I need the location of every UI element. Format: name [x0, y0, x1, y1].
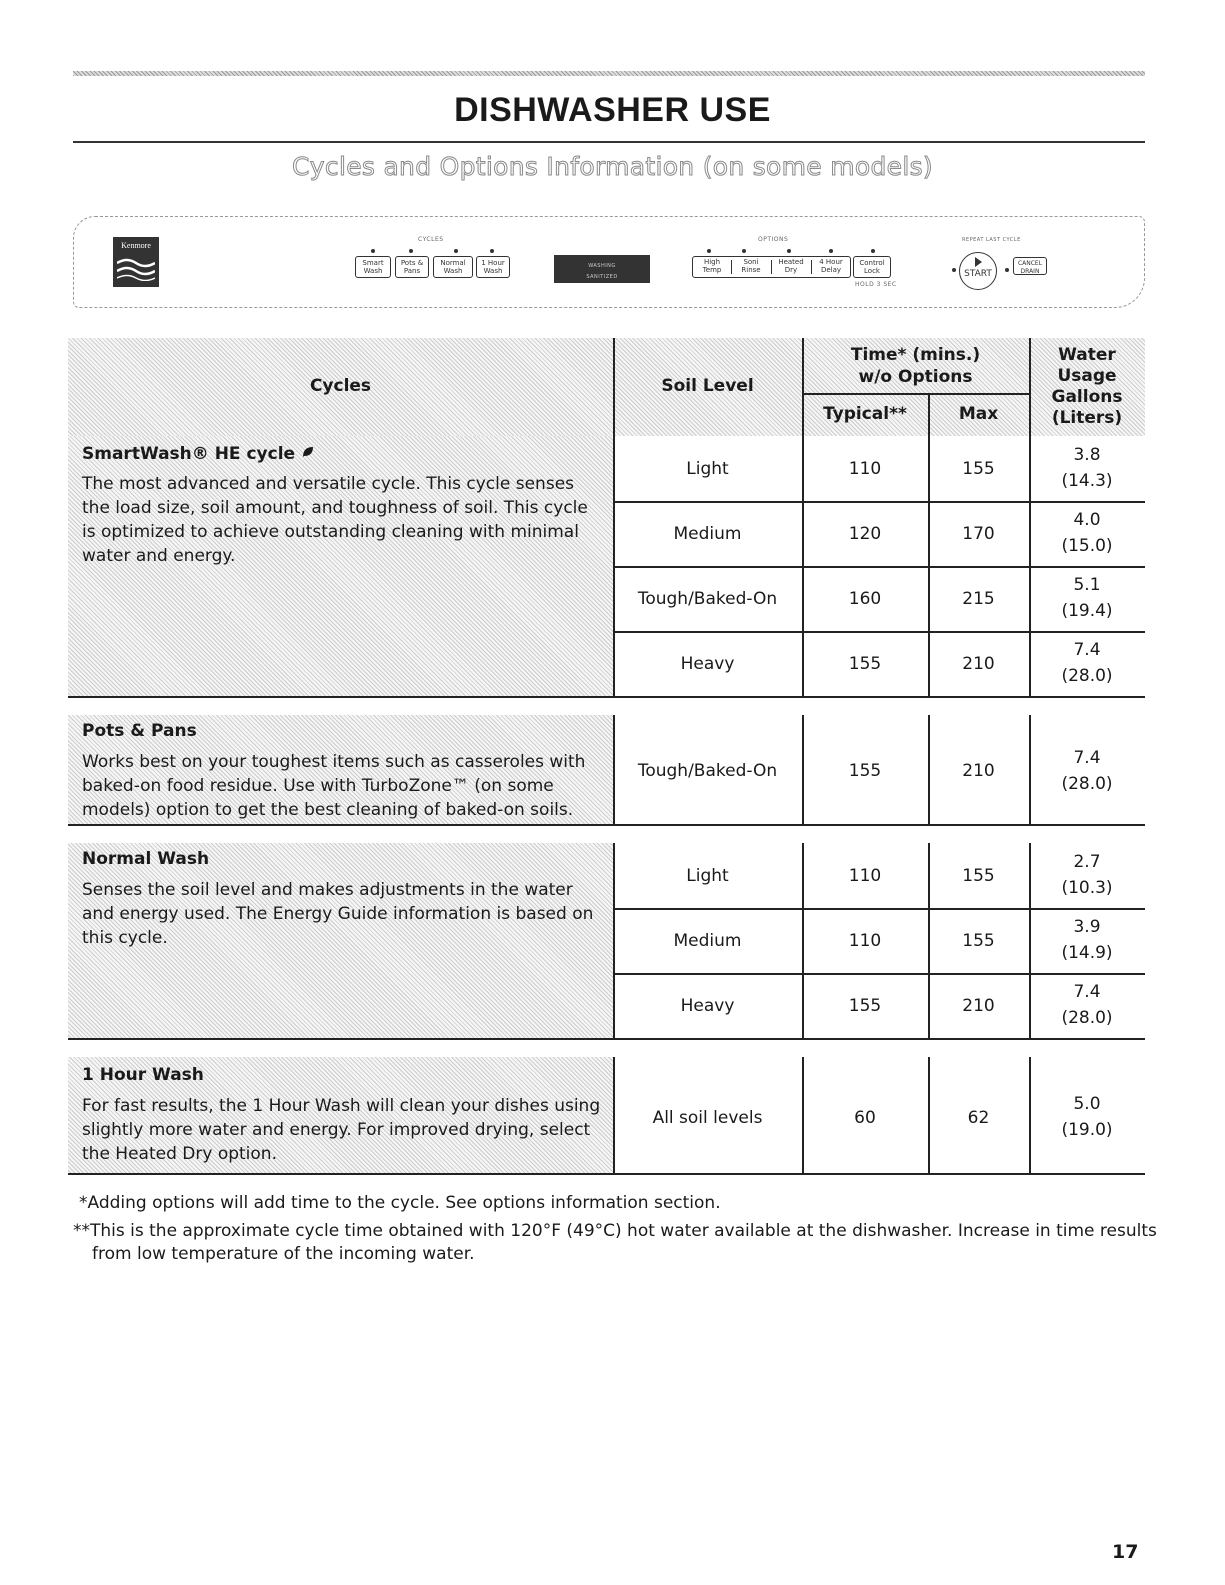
cycle-group-pots-pans — [68, 715, 1145, 826]
water-gallons: 2.7 — [1073, 852, 1101, 872]
brand-logo — [113, 237, 159, 287]
typical-time: 120 — [848, 524, 882, 544]
page-title: DISHWASHER USE — [454, 91, 771, 129]
water-gallons: 5.1 — [1073, 575, 1101, 595]
footnote-1: *Adding options will add time to the cycle. See options information section. — [79, 1193, 721, 1213]
brand-logo-text: Kenmore — [121, 241, 151, 250]
cycle-description: The most advanced and versatile cycle. This cycle senses the load size, soil amount, and toughness of soil. This cycle is optimized to achieve outstanding cleaning with minimal water and energy. — [82, 474, 588, 566]
option-button-group — [692, 256, 851, 278]
status-indicator-panel — [554, 255, 650, 283]
row-divider — [613, 973, 1145, 975]
water-gallons: 3.8 — [1073, 445, 1101, 465]
section-subtitle: Cycles and Options Information (on some models) — [292, 152, 933, 181]
cycle-button-pots-pans: Pots & Pans — [395, 256, 429, 278]
cycle-description: For fast results, the 1 Hour Wash will clean your dishes using slightly more water and energy. For improved drying, select the Heated Dry option. — [82, 1096, 601, 1164]
cancel-led — [1005, 268, 1009, 272]
start-button — [959, 252, 997, 290]
option-led — [871, 249, 875, 253]
option-high-temp: High Temp — [702, 258, 722, 274]
max-time: 210 — [962, 654, 995, 674]
water-liters: (14.9) — [1061, 943, 1113, 963]
option-heated-dry: Heated Dry — [778, 258, 804, 274]
option-led — [829, 249, 833, 253]
group-divider — [68, 824, 1145, 826]
control-lock-button: Control Lock — [853, 256, 891, 278]
title-rule — [73, 141, 1145, 143]
water-gallons: 3.9 — [1073, 917, 1101, 937]
cycle-led — [490, 249, 494, 253]
header-water-4: (Liters) — [1051, 408, 1123, 428]
water-liters: (28.0) — [1061, 666, 1113, 686]
option-led — [707, 249, 711, 253]
cycle-led — [454, 249, 458, 253]
footnote-2: **This is the approximate cycle time obtained with 120°F (49°C) hot water available at the dishwasher. Increase in time results — [73, 1221, 1157, 1241]
page-number: 17 — [1112, 1541, 1139, 1563]
group-divider — [68, 1173, 1145, 1175]
option-soni-rinse: Soni Rinse — [741, 258, 761, 274]
brand-wave-icon — [117, 255, 155, 281]
header-water-1: Water — [1058, 345, 1116, 365]
header-divider — [802, 393, 1029, 395]
water-liters: (19.4) — [1061, 601, 1113, 621]
max-time: 62 — [967, 1108, 990, 1128]
water-gallons: 7.4 — [1073, 640, 1101, 660]
water-liters: (14.3) — [1061, 471, 1113, 491]
soil-level: All soil levels — [652, 1108, 763, 1128]
table-header — [68, 338, 1145, 436]
cycle-led — [409, 249, 413, 253]
typical-time: 155 — [848, 654, 882, 674]
group-divider — [68, 1038, 1145, 1040]
water-liters: (28.0) — [1061, 1008, 1113, 1028]
max-time: 155 — [962, 459, 995, 479]
max-time: 155 — [962, 866, 995, 886]
typical-time: 155 — [848, 996, 882, 1016]
max-time: 155 — [962, 931, 995, 951]
row-divider — [613, 908, 1145, 910]
repeat-caption: REPEAT LAST CYCLE — [962, 237, 1021, 243]
group-divider — [68, 696, 1145, 698]
play-icon — [972, 256, 984, 268]
row-divider — [613, 501, 1145, 503]
cycle-button-normal-wash: Normal Wash — [433, 256, 473, 278]
footnote-2-continued: from low temperature of the incoming water. — [92, 1244, 475, 1264]
hold-caption: HOLD 3 SEC — [855, 281, 897, 288]
soil-level: Tough/Baked-On — [637, 761, 778, 781]
cancel-drain-button: CANCEL DRAIN — [1013, 257, 1047, 275]
cycle-group-normal-wash — [68, 843, 1145, 1040]
header-max: Max — [958, 404, 999, 424]
cycle-title-text: SmartWash® HE cycle — [82, 444, 296, 464]
water-liters: (28.0) — [1061, 774, 1113, 794]
typical-time: 60 — [854, 1108, 876, 1128]
option-separator — [731, 260, 732, 274]
header-time: Time* (mins.) — [850, 345, 981, 365]
header-time-sub: w/o Options — [858, 367, 973, 387]
max-time: 215 — [962, 589, 995, 609]
header-cycles: Cycles — [309, 376, 372, 396]
soil-level: Tough/Baked-On — [637, 589, 778, 609]
header-water-2: Usage — [1057, 366, 1117, 386]
cycle-button-1-hour-wash: 1 Hour Wash — [476, 256, 510, 278]
cycle-title: 1 Hour Wash — [82, 1065, 204, 1085]
water-gallons: 4.0 — [1073, 510, 1101, 530]
cycle-button-smart-wash: Smart Wash — [355, 256, 391, 278]
options-caption: OPTIONS — [758, 236, 789, 243]
header-typical: Typical** — [823, 404, 907, 424]
soil-level: Light — [686, 459, 729, 479]
max-time: 170 — [962, 524, 995, 544]
cycle-group-1-hour-wash — [68, 1057, 1145, 1175]
header-water-3: Gallons — [1051, 387, 1123, 407]
option-separator — [771, 260, 772, 274]
leaf-icon — [301, 445, 315, 459]
cycle-title: Normal Wash — [82, 849, 210, 869]
soil-level: Heavy — [680, 996, 735, 1016]
cycles-caption: CYCLES — [418, 236, 444, 243]
option-separator — [811, 260, 812, 274]
soil-level: Medium — [673, 931, 742, 951]
top-rule — [73, 71, 1145, 76]
option-4-hour-delay: 4 Hour Delay — [819, 258, 843, 274]
status-sanitized: SANITIZED — [586, 274, 618, 280]
cycle-title: Pots & Pans — [82, 721, 197, 741]
water-liters: (15.0) — [1061, 536, 1113, 556]
status-washing: WASHING — [588, 263, 616, 269]
start-label: START — [964, 269, 992, 279]
cycle-group-smartwash — [68, 436, 1145, 698]
max-time: 210 — [962, 996, 995, 1016]
cycle-description: Works best on your toughest items such as casseroles with baked-on food residue. Use with TurboZone™ (on some models) option to get the best cleaning of baked-on soils. — [82, 752, 586, 820]
cycle-led — [371, 249, 375, 253]
water-gallons: 7.4 — [1073, 982, 1101, 1002]
soil-level: Light — [686, 866, 729, 886]
water-gallons: 7.4 — [1073, 748, 1101, 768]
water-gallons: 5.0 — [1073, 1094, 1101, 1114]
max-time: 210 — [962, 761, 995, 781]
soil-level: Heavy — [680, 654, 735, 674]
header-soil-level: Soil Level — [661, 376, 754, 396]
typical-time: 110 — [848, 459, 882, 479]
typical-time: 160 — [848, 589, 882, 609]
cycle-description: Senses the soil level and makes adjustments in the water and energy used. The Energy Guide information is based on this cycle. — [82, 880, 594, 948]
cycle-title — [82, 444, 315, 464]
typical-time: 110 — [848, 866, 882, 886]
row-divider — [613, 566, 1145, 568]
option-led — [742, 249, 746, 253]
water-liters: (19.0) — [1061, 1120, 1113, 1140]
option-led — [787, 249, 791, 253]
water-liters: (10.3) — [1061, 878, 1113, 898]
soil-level: Medium — [673, 524, 742, 544]
typical-time: 155 — [848, 761, 882, 781]
start-led — [952, 268, 956, 272]
typical-time: 110 — [848, 931, 882, 951]
row-divider — [613, 631, 1145, 633]
